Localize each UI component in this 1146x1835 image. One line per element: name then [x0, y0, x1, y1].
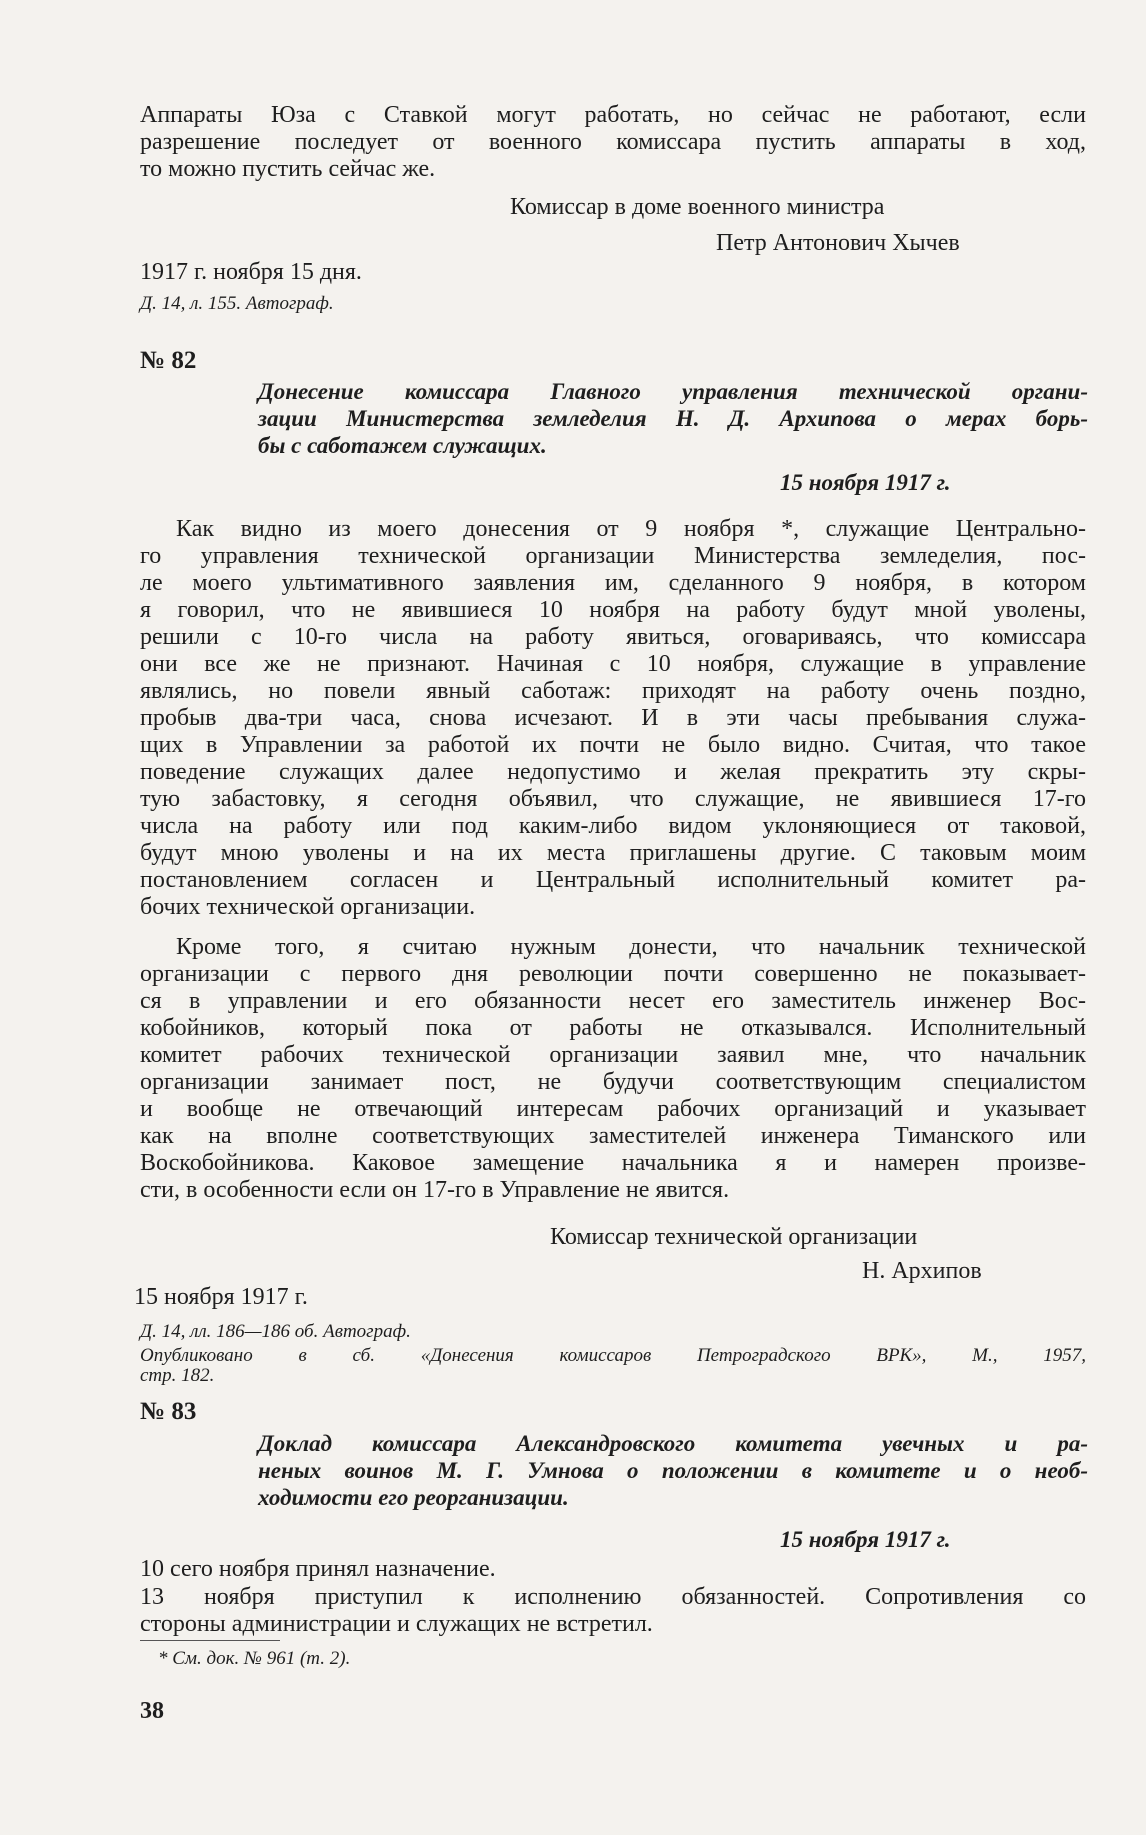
text-line: и вообще не отвечающий интересам рабочих организаций и указывает — [140, 1096, 1086, 1122]
paragraph-1 — [140, 516, 1086, 921]
top-paragraph — [140, 102, 1086, 183]
text-line: Кроме того, я считаю нужным донести, что начальник технической — [176, 934, 1086, 960]
text-line: то можно пустить сейчас же. — [140, 156, 436, 182]
text-line: поведение служащих далее недопустимо и желая прекратить эту скры- — [140, 759, 1086, 785]
text-line: пробыв два-три часа, снова исчезают. И в эти часы пребывания служа- — [140, 705, 1086, 731]
archival-source: Д. 14, лл. 186—186 об. Автограф. — [140, 1321, 411, 1342]
title-line: Доклад комиссара Александровского комитета увечных и ра- — [258, 1431, 1088, 1456]
title-line: зации Министерства земледелия Н. Д. Архипова о мерах борь- — [258, 406, 1088, 431]
text-line: ле моего ультимативного заявления им, сделанного 9 ноября, в котором — [140, 570, 1086, 596]
document-title — [258, 1430, 1088, 1511]
text-line: являлись, но повели явный саботаж: приходят на работу очень поздно, — [140, 678, 1086, 704]
text-line: ся в управлении и его обязанности несет его заместитель инженер Вос- — [140, 988, 1086, 1014]
text-line: кобойников, который пока от работы не отказывался. Исполнительный — [140, 1015, 1086, 1041]
text-line: разрешение последует от военного комиссара пустить аппараты в ход, — [140, 129, 1086, 155]
document-number: № 83 — [140, 1398, 197, 1425]
text-line: как на вполне соответствующих заместителей инженера Тиманского или — [140, 1123, 1086, 1149]
title-line: ходимости его реорганизации. — [258, 1485, 569, 1510]
text-line: я говорил, что не явившиеся 10 ноября на работу будут мной уволены, — [140, 597, 1086, 623]
publication-page: стр. 182. — [140, 1365, 215, 1386]
text-line: бочих технической организации. — [140, 894, 476, 920]
text-line: стороны администрации и служащих не встретил. — [140, 1611, 653, 1637]
title-line: неных воинов М. Г. Умнова о положении в комитете и о необ- — [258, 1458, 1088, 1483]
title-line: Донесение комиссара Главного управления технической органи- — [258, 379, 1088, 404]
text-line: Как видно из моего донесения от 9 ноября *, служащие Центрально- — [176, 516, 1086, 542]
document-title — [258, 378, 1088, 459]
text-line: тую забастовку, я сегодня объявил, что служащие, не явившиеся 17-го — [140, 786, 1086, 812]
text-line: сти, в особенности если он 17-го в Управление не явится. — [140, 1177, 730, 1203]
text-line: числа на работу или под каким-либо видом уклоняющиеся от таковой, — [140, 813, 1086, 839]
document-date: 15 ноября 1917 г. — [780, 470, 951, 495]
signature-name: Петр Антонович Хычев — [716, 230, 960, 256]
document-date: 1917 г. ноября 15 дня. — [140, 259, 362, 285]
text-line: постановлением согласен и Центральный исполнительный комитет ра- — [140, 867, 1086, 893]
text-line: комитет рабочих технической организации заявил мне, что начальник — [140, 1042, 1086, 1068]
paragraph-2 — [140, 1584, 1086, 1638]
signature-role: Комиссар в доме военного министра — [510, 194, 885, 220]
text-line: 13 ноября приступил к исполнению обязанностей. Сопротивления со — [140, 1584, 1086, 1610]
text-line: Воскобойникова. Каковое замещение начальника я и намерен произве- — [140, 1150, 1086, 1176]
text-line: го управления технической организации Министерства земледелия, пос- — [140, 543, 1086, 569]
text-line: щих в Управлении за работой их почти не было видно. Считая, что такое — [140, 732, 1086, 758]
footnote-divider — [140, 1640, 280, 1641]
text-line: решили с 10-го числа на работу явиться, оговариваясь, что комиссара — [140, 624, 1086, 650]
document-number: № 82 — [140, 347, 197, 374]
publication-source: Опубликовано в сб. «Донесения комиссаров Петроградского ВРК», М., 1957, — [140, 1345, 1086, 1366]
document-date: 15 ноября 1917 г. — [780, 1527, 951, 1552]
paragraph-line: 10 сего ноября принял назначение. — [140, 1556, 496, 1582]
footnote: * См. док. № 961 (т. 2). — [158, 1648, 351, 1669]
document-date: 15 ноября 1917 г. — [134, 1284, 308, 1310]
title-line: бы с саботажем служащих. — [258, 433, 547, 458]
text-line: Аппараты Юза с Ставкой могут работать, но сейчас не работают, если — [140, 102, 1086, 128]
page-number: 38 — [140, 1698, 164, 1724]
archival-source: Д. 14, л. 155. Автограф. — [140, 293, 334, 314]
text-line: будут мною уволены и на их места приглашены другие. С таковым моим — [140, 840, 1086, 866]
signature-name: Н. Архипов — [862, 1258, 982, 1284]
paragraph-2 — [140, 934, 1086, 1204]
signature-role: Комиссар технической организации — [550, 1224, 918, 1250]
text-line: организации с первого дня революции почти совершенно не показывает- — [140, 961, 1086, 987]
text-line: они все же не признают. Начиная с 10 ноября, служащие в управление — [140, 651, 1086, 677]
text-line: организации занимает пост, не будучи соответствующим специалистом — [140, 1069, 1086, 1095]
